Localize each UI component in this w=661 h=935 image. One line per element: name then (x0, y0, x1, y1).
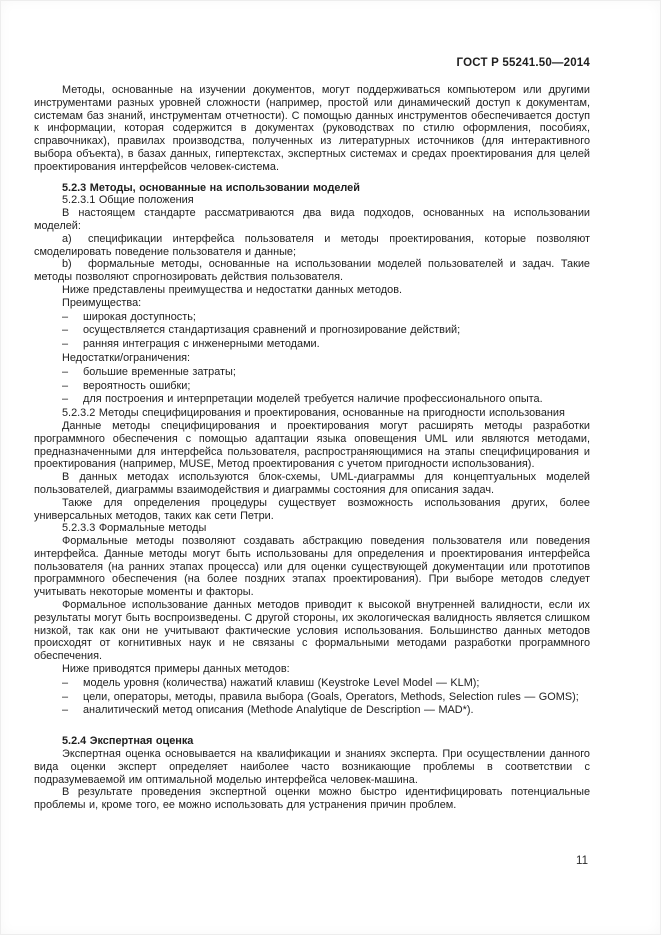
paragraph: Ниже приводятся примеры данных методов: (62, 663, 290, 676)
list-dash: – (62, 324, 69, 337)
page-number: 11 (576, 855, 588, 867)
section-heading: 5.2.4 Экспертная оценка (62, 735, 194, 748)
paragraph: 5.2.3.2 Методы специфицирования и проектирования, основанные на пригодности использования (62, 407, 565, 420)
list-item: – широкая доступность; (62, 310, 196, 323)
paragraph: 5.2.3.1 Общие положения (62, 194, 194, 207)
list-item: – для построения и интерпретации моделей требуется наличие профессионального опыта. (62, 393, 543, 406)
list-dash: – (62, 365, 69, 378)
document-body (34, 84, 590, 812)
list-item: – модель уровня (количества) нажатий клавиш (Keystroke Level Model — KLM); (62, 676, 480, 689)
list-dash: – (62, 676, 69, 689)
paragraph: В данных методах используются блок-схемы, UML-диаграммы для концептуальных моделей пользователей, диаграммы взаимодействия и диаграммы состояния для описания задач. (34, 471, 590, 496)
list-dash: – (62, 338, 69, 351)
list-item: – ранняя интеграция с инженерными методами. (62, 338, 320, 351)
paragraph: Формальное использование данных методов приводит к высокой внутренней валидности, если их результаты могут быть воспроизведены. С другой стороны, их экологическая валидность является слишком низкой, так как они не учитывают фактические условия использования. Большинство данных методов происходят от когнитивных наук и не связаны с формальными методами разработки программного обеспечения. (34, 599, 590, 663)
paragraph: Преимущества: (62, 296, 142, 309)
paragraph: Недостатки/ограничения: (62, 351, 191, 364)
list-item: – аналитический метод описания (Methode Analytique de Description — MAD*). (62, 704, 474, 717)
paragraph: В настоящем стандарте рассматриваются два вида подходов, основанных на использовании моделей: (34, 207, 590, 232)
list-item: – вероятность ошибки; (62, 379, 191, 392)
paragraph: Методы, основанные на изучении документов, могут поддерживаться компьютером или другими инструментами разных уровней сложности (например, простой или динамический доступ к документам, системам баз знаний, инструментам отчетности). С помощью данных инструментов обеспечивается доступ к информации, которая содержится в документах (руководствах по стилю оформления, пособиях, справочниках), правилах производства, полученных из литературных источников (для интерактивного выбора объекта), в базах данных, гипертекстах, экспертных системах и средах проектирования для целей проектирования интерфейсов человек-система. (34, 84, 590, 173)
paragraph: Экспертная оценка основывается на квалификации и знаниях эксперта. При осуществлении данного вида оценки эксперт определяет наиболее часто возникающие проблемы в соответствии с подразумеваемой им оптимальной моделью интерфейса человек-машина. (34, 748, 590, 786)
list-dash: – (62, 690, 69, 703)
section-heading: 5.2.3 Методы, основанные на использовании моделей (62, 181, 360, 194)
list-item: – цели, операторы, методы, правила выбора (Goals, Operators, Methods, Selection rules — GOMS); (62, 690, 579, 703)
paragraph: Также для определения процедуры существует возможность использования других, более универсальных методов, таких как сети Петри. (34, 496, 590, 522)
standard-designation-header: ГОСТ Р 55241.50—2014 (456, 57, 590, 69)
paragraph: 5.2.3.3 Формальные методы (62, 522, 207, 535)
list-letter: a) (62, 232, 72, 245)
list-dash: – (62, 704, 69, 717)
list-dash: – (62, 310, 69, 323)
paragraph: a) спецификации интерфейса пользователя и методы проектирования, которые позволяют смоделировать поведение пользователя и данные; (34, 232, 590, 258)
list-dash: – (62, 379, 69, 392)
list-letter: b) (62, 258, 72, 271)
paragraph: Данные методы специфицирования и проектирования могут расширять методы разработки программного обеспечения с помощью адаптации языка оповещения UML или являются методами, предназначенными для интерфейса пользователя, распространяющимися на этапы специфицирования и проектирования (например, MUSE, Метод проектирования с учетом пригодности использования). (34, 419, 590, 471)
paragraph: b) формальные методы, основанные на использовании моделей пользователей и задач. Такие методы позволяют спрогнозировать действия пользователя. (34, 258, 590, 284)
paragraph: В результате проведения экспертной оценки можно быстро идентифицировать потенциальные проблемы и, кроме того, ее можно использовать для устранения причин проблем. (34, 786, 590, 812)
list-item: – большие временные затраты; (62, 365, 236, 378)
paragraph: Формальные методы позволяют создавать абстракцию поведения пользователя или поведения интерфейса. Данные методы могут быть использованы для определения и проектирования интерфейса пользователя (на ранних этапах процесса) или для оценки существующей документации или прототипов программного обеспечения (на более поздних этапах проектирования). При выборе методов следует учитывать некоторые моменты и факторы. (34, 535, 590, 599)
list-item: – осуществляется стандартизация сравнений и прогнозирование действий; (62, 324, 461, 337)
paragraph: Ниже представлены преимущества и недостатки данных методов. (62, 283, 403, 296)
list-dash: – (62, 393, 69, 406)
